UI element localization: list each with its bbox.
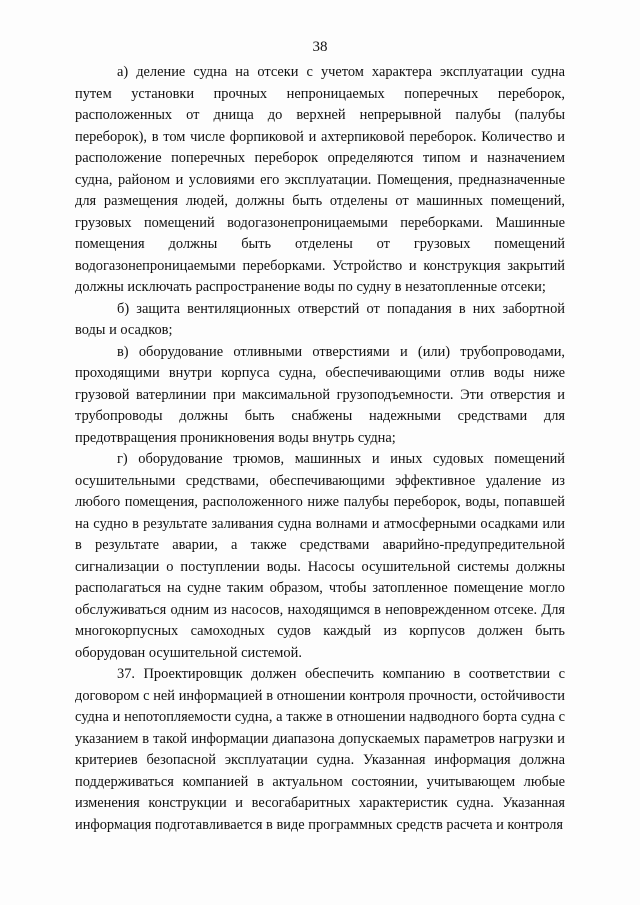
page-number: 38 bbox=[312, 39, 328, 55]
paragraph-37: 37. Проектировщик должен обеспечить компанию в соответствии с договором с ней информацией в отношении контроля прочности, остойчивости судна и непотопляемости судна, а также в отношении надводного борта судна с указанием в такой информации диапазона допускаемых параметров нагрузки и критериев безопасной эксплуатации судна. Указанная информация должна поддерживаться компанией в актуальном состоянии, учитывающем любые изменения конструкции и весогабаритных характеристик судна. Указанная информация подготавливается в виде программных средств расчета и контроля bbox=[75, 666, 565, 833]
paragraph-g: г) оборудование трюмов, машинных и иных судовых помещений осушительными средствами, обеспечивающими эффективное удаление из любого помещения, расположенного ниже палубы переборок, воды, попавшей на судно в результате заливания судна волнами и атмосферными осадками или в результате аварии, а также средствами аварийно-предупредительной сигнализации о поступлении воды. Насосы осушительной системы должны располагаться на судне таким образом, чтобы затопленное помещение могло обслуживаться одним из насосов, находящимся в неповрежденном отсеке. Для многокорпусных самоходных судов каждый из корпусов должен быть оборудован осушительной системой. bbox=[75, 451, 565, 661]
paragraph-v: в) оборудование отливными отверстиями и (или) трубопроводами, проходящими внутри корпуса судна, обеспечивающими отлив воды ниже грузовой ватерлинии при максимальной грузоподъемности. Эти отверстия и трубопроводы должны быть снабжены надежными средствами для предотвращения проникновения воды внутрь судна; bbox=[75, 343, 565, 446]
paragraph-a: а) деление судна на отсеки с учетом характера эксплуатации судна путем установки прочных непроницаемых поперечных переборок, расположенных от днища до верхней непрерывной палубы (палубы переборок), в том числе форпиковой и ахтерпиковой переборок. Количество и расположение поперечных переборок определяются типом и назначением судна, районом и условиями его эксплуатации. Помещения, предназначенные для размещения людей, должны быть отделены от машинных помещений, грузовых помещений водогазонепроницаемыми переборками. Машинные помещения должны быть отделены от грузовых помещений водогазонепроницаемыми переборками. Устройство и конструкция закрытий должны исключать распространение воды по судну в незатопленные отсеки; bbox=[75, 64, 565, 295]
document-body bbox=[75, 62, 565, 836]
paragraph-b: б) защита вентиляционных отверстий от попадания в них забортной воды и осадков; bbox=[75, 300, 565, 338]
